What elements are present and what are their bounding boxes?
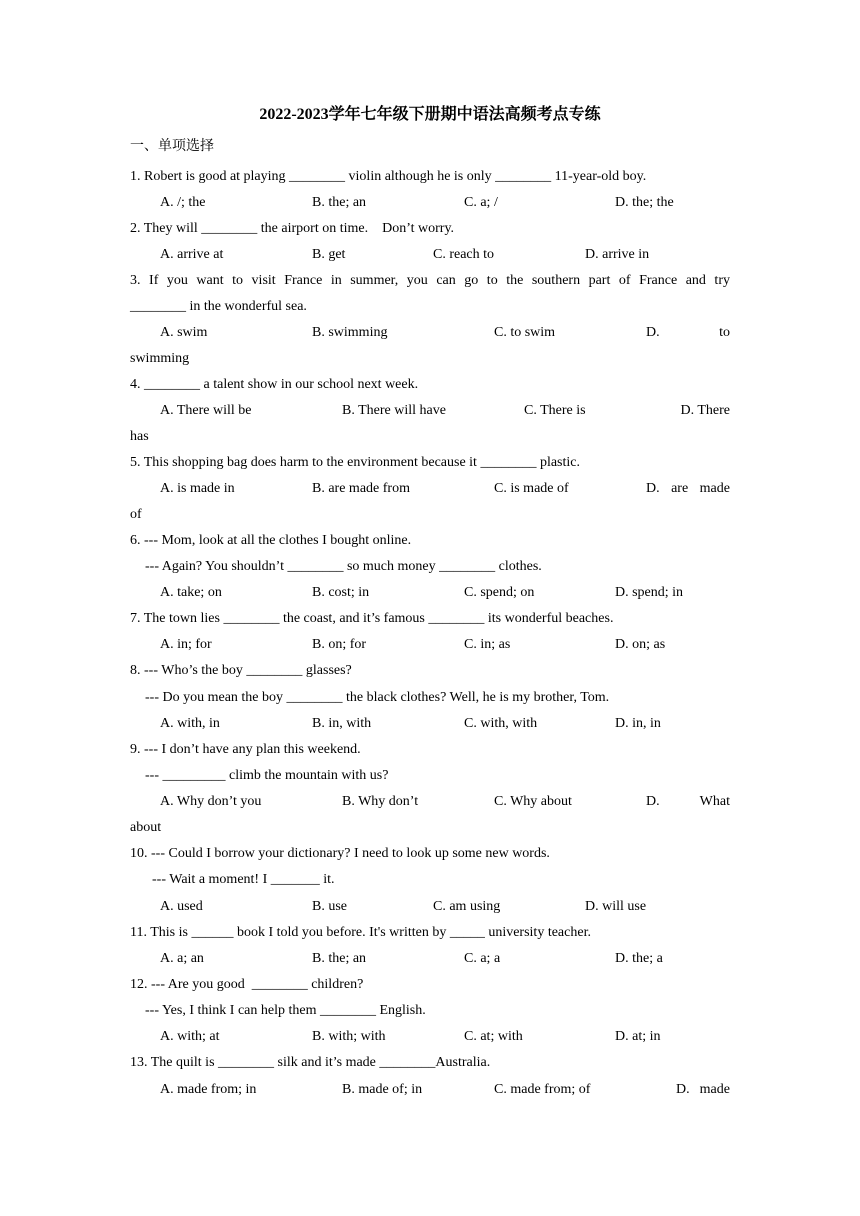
- q6-option-d: D. spend; in: [615, 585, 684, 600]
- q5-option-d-word-2: made: [699, 481, 730, 496]
- question-11: 11. This is ______ book I told you before. It's written by _____ university teacher.: [130, 925, 591, 940]
- q8-option-b: B. in, with: [312, 716, 372, 731]
- q11-option-d: D. the; a: [615, 951, 663, 966]
- page-title: 2022-2023学年七年级下册期中语法高频考点专练: [259, 106, 601, 123]
- q3-option-d-word: to: [719, 325, 730, 340]
- q5-option-d-word-1: are: [671, 481, 689, 496]
- q13-option-d-label: D.: [676, 1082, 690, 1097]
- q11-option-c: C. a; a: [464, 951, 501, 966]
- q12-option-b: B. with; with: [312, 1029, 386, 1044]
- q6-option-b: B. cost; in: [312, 585, 370, 600]
- q13-option-a: A. made from; in: [160, 1082, 257, 1097]
- section-heading: 一、单项选择: [130, 139, 214, 154]
- question-9-line-1: 9. --- I don’t have any plan this weekend.: [130, 742, 361, 757]
- question-10-line-1: 10. --- Could I borrow your dictionary? I need to look up some new words.: [130, 846, 550, 861]
- q9-option-d-word: What: [699, 794, 730, 809]
- q2-option-a: A. arrive at: [160, 247, 224, 262]
- q1-option-c: C. a; /: [464, 195, 498, 210]
- q8-option-a: A. with, in: [160, 716, 220, 731]
- q4-option-b: B. There will have: [342, 403, 446, 418]
- question-12-line-2: --- Yes, I think I can help them ________ English.: [145, 1003, 426, 1018]
- q5-option-d-label: D.: [646, 481, 660, 496]
- q12-option-d: D. at; in: [615, 1029, 661, 1044]
- question-4: 4. ________ a talent show in our school next week.: [130, 377, 419, 392]
- question-7: 7. The town lies ________ the coast, and it’s famous ________ its wonderful beaches.: [130, 611, 614, 626]
- q13-option-d-word: made: [699, 1082, 730, 1097]
- question-2: 2. They will ________ the airport on time. Don’t worry.: [130, 221, 455, 236]
- q7-option-d: D. on; as: [615, 637, 666, 652]
- q5-option-b: B. are made from: [312, 481, 410, 496]
- q5-option-d-wrap: of: [130, 507, 142, 522]
- question-10-line-2: --- Wait a moment! I _______ it.: [152, 872, 335, 887]
- q2-option-b: B. get: [312, 247, 346, 262]
- q8-option-c: C. with, with: [464, 716, 538, 731]
- q1-option-a: A. /; the: [160, 195, 206, 210]
- q6-option-a: A. take; on: [160, 585, 222, 600]
- q9-option-a: A. Why don’t you: [160, 794, 262, 809]
- question-8-line-1: 8. --- Who’s the boy ________ glasses?: [130, 663, 352, 678]
- q5-option-a: A. is made in: [160, 481, 235, 496]
- q4-option-a: A. There will be: [160, 403, 252, 418]
- q7-option-b: B. on; for: [312, 637, 367, 652]
- question-3-line-2: ________ in the wonderful sea.: [130, 299, 307, 314]
- q10-option-a: A. used: [160, 899, 203, 914]
- q12-option-a: A. with; at: [160, 1029, 220, 1044]
- q10-option-d: D. will use: [585, 899, 647, 914]
- q11-option-b: B. the; an: [312, 951, 367, 966]
- q2-option-d: D. arrive in: [585, 247, 650, 262]
- q10-option-c: C. am using: [433, 899, 501, 914]
- q4-option-c: C. There is: [524, 403, 586, 418]
- q13-option-c: C. made from; of: [494, 1082, 591, 1097]
- question-3-line-1: 3. If you want to visit France in summer, you can go to the southern part of France and try: [130, 273, 730, 288]
- q7-option-c: C. in; as: [464, 637, 511, 652]
- question-9-line-2: --- _________ climb the mountain with us?: [145, 768, 389, 783]
- q1-option-b: B. the; an: [312, 195, 367, 210]
- question-6-line-2: --- Again? You shouldn’t ________ so much money ________ clothes.: [145, 559, 542, 574]
- question-5: 5. This shopping bag does harm to the environment because it ________ plastic.: [130, 455, 580, 470]
- q3-option-b: B. swimming: [312, 325, 388, 340]
- q9-option-b: B. Why don’t: [342, 794, 419, 809]
- q7-option-a: A. in; for: [160, 637, 212, 652]
- q3-option-a: A. swim: [160, 325, 208, 340]
- q3-option-c: C. to swim: [494, 325, 556, 340]
- q9-option-c: C. Why about: [494, 794, 572, 809]
- q2-option-c: C. reach to: [433, 247, 495, 262]
- q6-option-c: C. spend; on: [464, 585, 535, 600]
- q4-option-d: D. There: [680, 403, 730, 418]
- question-6-line-1: 6. --- Mom, look at all the clothes I bought online.: [130, 533, 412, 548]
- q3-option-d-wrap: swimming: [130, 351, 190, 366]
- question-13: 13. The quilt is ________ silk and it’s made ________Australia.: [130, 1055, 491, 1070]
- q4-option-d-wrap: has: [130, 429, 149, 444]
- q10-option-b: B. use: [312, 899, 347, 914]
- q11-option-a: A. a; an: [160, 951, 204, 966]
- question-8-line-2: --- Do you mean the boy ________ the black clothes? Well, he is my brother, Tom.: [145, 690, 610, 705]
- q12-option-c: C. at; with: [464, 1029, 523, 1044]
- q13-option-b: B. made of; in: [342, 1082, 423, 1097]
- q3-option-d-label: D.: [646, 325, 660, 340]
- question-12-line-1: 12. --- Are you good ________ children?: [130, 977, 364, 992]
- q13-option-d: [676, 1081, 730, 1099]
- q9-option-d-label: D.: [646, 794, 660, 809]
- q1-option-d: D. the; the: [615, 195, 674, 210]
- q5-option-d: [646, 480, 730, 498]
- q9-option-d-wrap: about: [130, 820, 162, 835]
- question-1: 1. Robert is good at playing ________ violin although he is only ________ 11-year-old boy.: [130, 169, 647, 184]
- q8-option-d: D. in, in: [615, 716, 661, 731]
- q5-option-c: C. is made of: [494, 481, 569, 496]
